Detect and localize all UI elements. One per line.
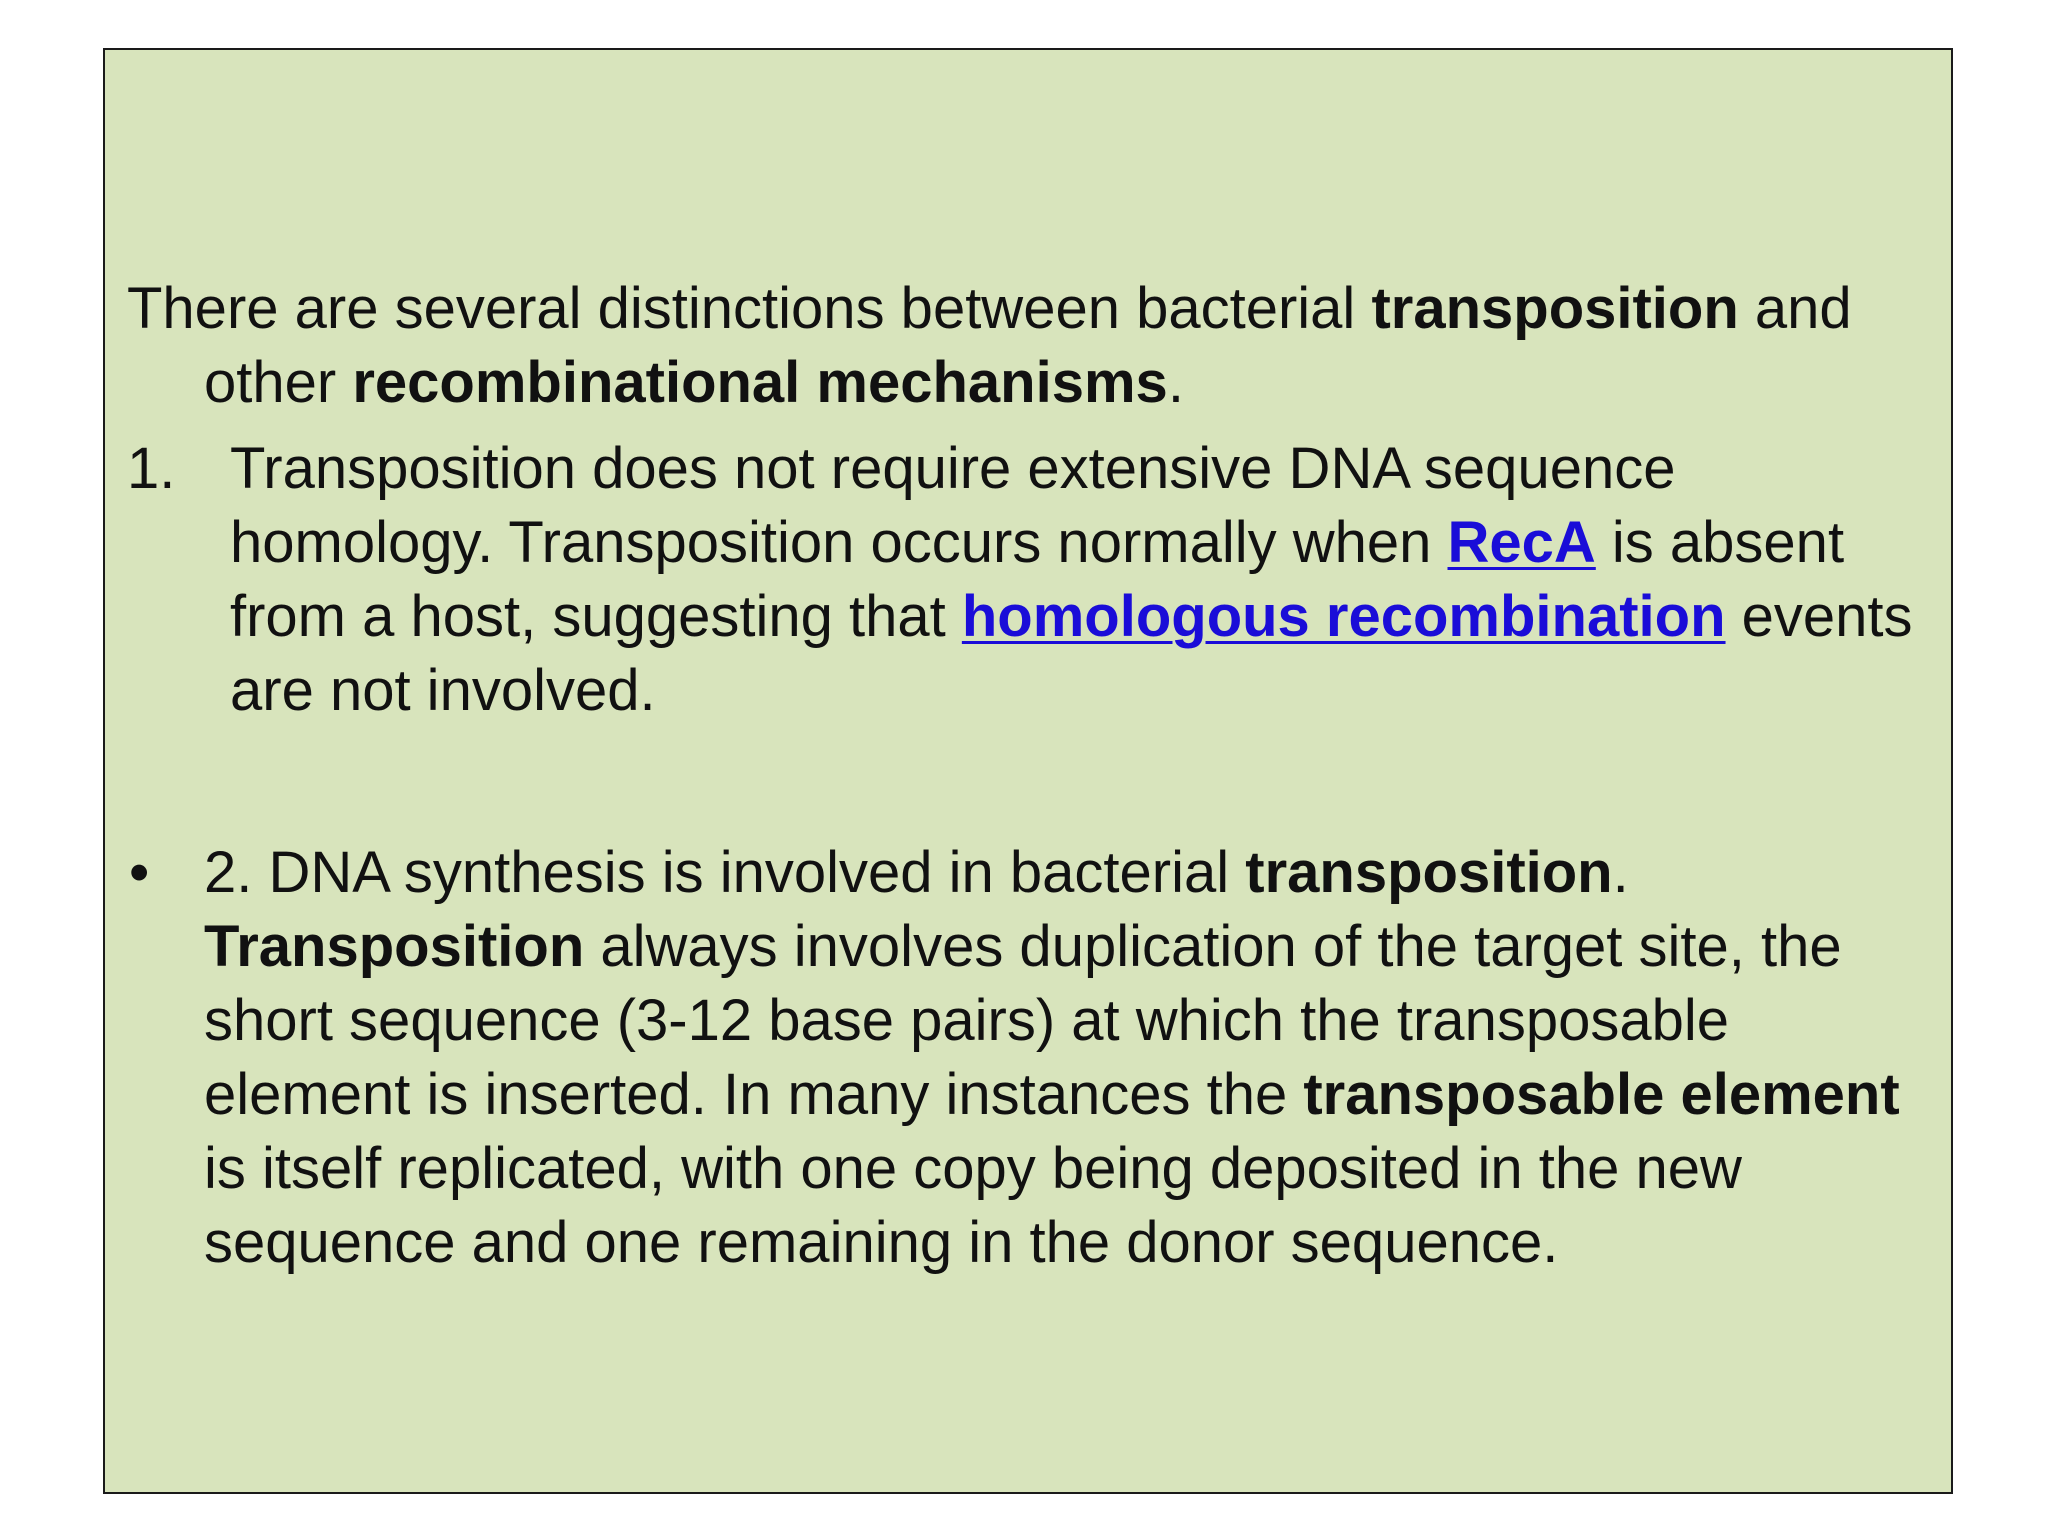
- list-item-1: [127, 432, 1937, 728]
- item2-text: is itself replicated, with one copy being deposited in the new sequence and one remaining in the donor sequence.: [204, 1136, 1742, 1275]
- item2-text: .: [1612, 840, 1629, 905]
- item1-text: is absent from a host, suggesting that: [230, 510, 1845, 649]
- slide: [103, 48, 1953, 1494]
- list-item-1-text: [230, 432, 1937, 728]
- item1-text: events are not involved.: [230, 584, 1913, 723]
- reca-link[interactable]: RecA: [1447, 510, 1596, 575]
- bullet-icon: •: [129, 840, 150, 905]
- intro-text: .: [1167, 350, 1184, 415]
- item2-text: 2. DNA synthesis is involved in bacterial: [204, 840, 1246, 905]
- list-number: 1.: [127, 436, 176, 501]
- item2-bold-transposition-capital: Transposition: [204, 914, 585, 979]
- intro-text: and other: [204, 276, 1852, 415]
- intro-bold-transposition: transposition: [1371, 276, 1739, 341]
- item2-text: always involves duplication of the target site, the short sequence (3-12 base pairs) at which the transposable element is inserted. In many instances the: [204, 914, 1842, 1127]
- intro-paragraph: [127, 272, 1937, 420]
- homologous-recombination-link[interactable]: homologous recombination: [961, 584, 1726, 649]
- slide-content: [127, 272, 1937, 1280]
- item1-text: Transposition does not require extensive DNA sequence homology. Transposition occurs normally when: [230, 436, 1676, 575]
- item2-bold-transposable-element: transposable element: [1303, 1062, 1900, 1127]
- list-item-2: [127, 836, 1937, 1280]
- item2-bold-transposition: transposition: [1245, 840, 1613, 905]
- list-item-2-text: [204, 836, 1937, 1280]
- intro-text: There are several distinctions between bacterial: [127, 276, 1372, 341]
- intro-bold-recombinational-mechanisms: recombinational mechanisms: [352, 350, 1168, 415]
